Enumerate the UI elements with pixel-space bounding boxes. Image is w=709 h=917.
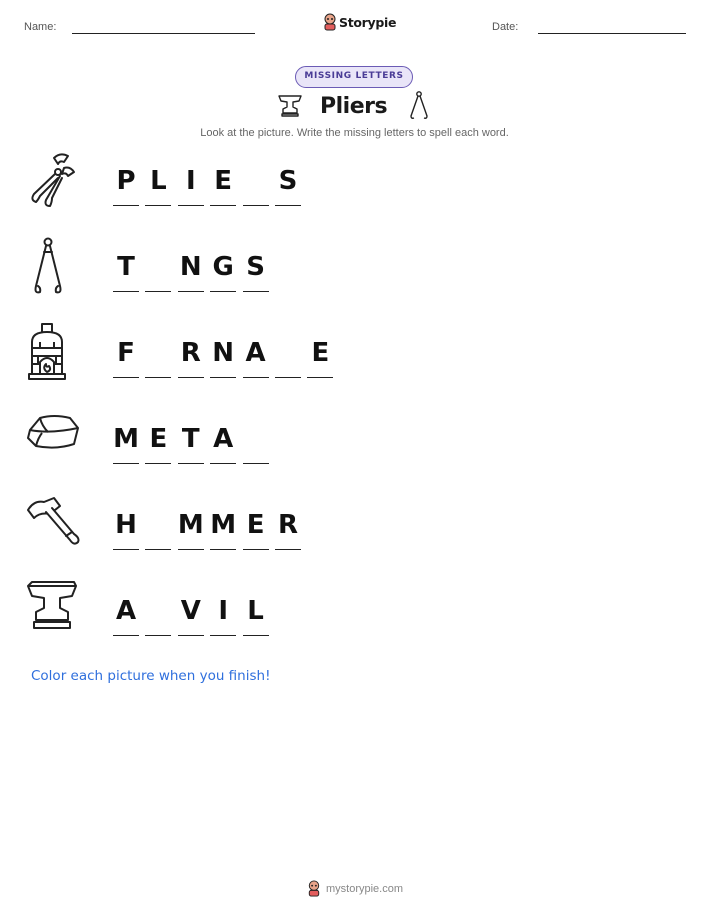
word-row (0, 580, 709, 636)
letter: M (210, 510, 237, 540)
letter-underline (210, 291, 236, 292)
worksheet-type-badge: MISSING LETTERS (295, 66, 413, 88)
letter-underline (178, 377, 204, 378)
blank-letter-slot[interactable] (243, 150, 269, 206)
letter-underline (275, 549, 301, 550)
letter-underline (243, 463, 269, 464)
letter: I (185, 166, 196, 196)
blank-letter-slot[interactable] (145, 580, 171, 636)
letter: P (116, 166, 136, 196)
storypie-logo-icon (322, 13, 338, 31)
instructions: Look at the picture. Write the missing letters to spell each word. (200, 127, 509, 139)
furnace-icon (24, 322, 76, 374)
date-line[interactable] (538, 33, 686, 34)
letter-underline (113, 463, 139, 464)
letter-underline (145, 205, 171, 206)
letter-underline (210, 463, 236, 464)
letter: A (115, 596, 137, 626)
letter-underline (178, 463, 204, 464)
letter-underline (145, 377, 171, 378)
letter-slot (210, 150, 236, 206)
letter-slot (210, 408, 236, 464)
letter-slot (113, 150, 139, 206)
letter-slot (113, 580, 139, 636)
word-row (0, 236, 709, 292)
date-label: Date: (492, 21, 519, 33)
letter: T (181, 424, 200, 454)
letter: A (245, 338, 266, 368)
letter-underline (113, 377, 139, 378)
letter: E (246, 510, 265, 540)
letter: I (218, 596, 229, 626)
letter-slot (113, 322, 139, 378)
letter-underline (275, 205, 301, 206)
anvil-icon (276, 92, 304, 118)
letter-slot (210, 494, 236, 550)
letter: E (214, 166, 233, 196)
letter: M (113, 424, 139, 454)
letter-slot (113, 494, 139, 550)
letter-underline (145, 463, 171, 464)
letter: F (117, 338, 135, 368)
letter-slot (307, 322, 333, 378)
letter-slot (275, 150, 301, 206)
letter-slot (178, 150, 204, 206)
word-row (0, 408, 709, 464)
letter-underline (113, 549, 139, 550)
blank-letter-slot[interactable] (243, 408, 269, 464)
letter-slot (275, 494, 301, 550)
pliers-icon (24, 150, 76, 202)
letter: L (150, 166, 167, 196)
letter-underline (243, 205, 269, 206)
letter: E (311, 338, 330, 368)
letter-underline (145, 291, 171, 292)
letter-underline (275, 377, 301, 378)
anvil-icon (24, 580, 76, 632)
letter: A (213, 424, 234, 454)
hammer-icon (24, 494, 76, 546)
letter: N (179, 252, 202, 282)
letter: S (246, 252, 265, 282)
letter-slot (243, 580, 269, 636)
letter-underline (210, 549, 236, 550)
letter: V (180, 596, 201, 626)
letter: E (149, 424, 168, 454)
footer-site: mystorypie.com (326, 883, 404, 895)
letter-underline (210, 377, 236, 378)
tongs-icon (408, 90, 430, 122)
worksheet-title: Pliers (320, 94, 388, 119)
letter-slot (243, 236, 269, 292)
letter: R (277, 510, 299, 540)
letter-underline (178, 549, 204, 550)
letter-underline (243, 635, 269, 636)
name-line[interactable] (72, 33, 255, 34)
letter-underline (113, 635, 139, 636)
blank-letter-slot[interactable] (145, 494, 171, 550)
letter-slot (145, 150, 171, 206)
letter-underline (243, 291, 269, 292)
letter-underline (243, 549, 269, 550)
letter-slot (243, 322, 269, 378)
letter-slot (113, 236, 139, 292)
letter-slot (178, 580, 204, 636)
letter-slot (178, 236, 204, 292)
blank-letter-slot[interactable] (275, 322, 301, 378)
tongs-icon (24, 236, 76, 288)
letter-underline (145, 549, 171, 550)
blank-letter-slot[interactable] (145, 236, 171, 292)
letter-slot (210, 580, 236, 636)
metal-ingot-icon (24, 408, 76, 460)
word-row (0, 494, 709, 550)
letter: T (117, 252, 135, 282)
letter-underline (113, 291, 139, 292)
letter-slot (145, 408, 171, 464)
letter-underline (210, 205, 236, 206)
letter-slot (178, 408, 204, 464)
storypie-footer-logo-icon (306, 880, 322, 897)
letter: G (212, 252, 234, 282)
letter-underline (210, 635, 236, 636)
letter: L (247, 596, 264, 626)
letter-slot (210, 236, 236, 292)
letter: H (115, 510, 137, 540)
letter-slot (210, 322, 236, 378)
letter: N (212, 338, 235, 368)
brand-name: Storypie (339, 15, 397, 30)
letter-slot (243, 494, 269, 550)
letter-underline (178, 635, 204, 636)
letter-slot (178, 322, 204, 378)
word-row (0, 150, 709, 206)
letter-underline (178, 291, 204, 292)
letter-underline (307, 377, 333, 378)
letter-underline (113, 205, 139, 206)
closing-note: Color each picture when you finish! (31, 668, 271, 684)
letter: R (180, 338, 201, 368)
word-row (0, 322, 709, 378)
letter-underline (145, 635, 171, 636)
letter-underline (243, 377, 269, 378)
letter: S (278, 166, 298, 196)
name-label: Name: (24, 21, 57, 33)
letter-slot (178, 494, 204, 550)
letter: M (177, 510, 204, 540)
letter-slot (113, 408, 139, 464)
blank-letter-slot[interactable] (145, 322, 171, 378)
letter-underline (178, 205, 204, 206)
